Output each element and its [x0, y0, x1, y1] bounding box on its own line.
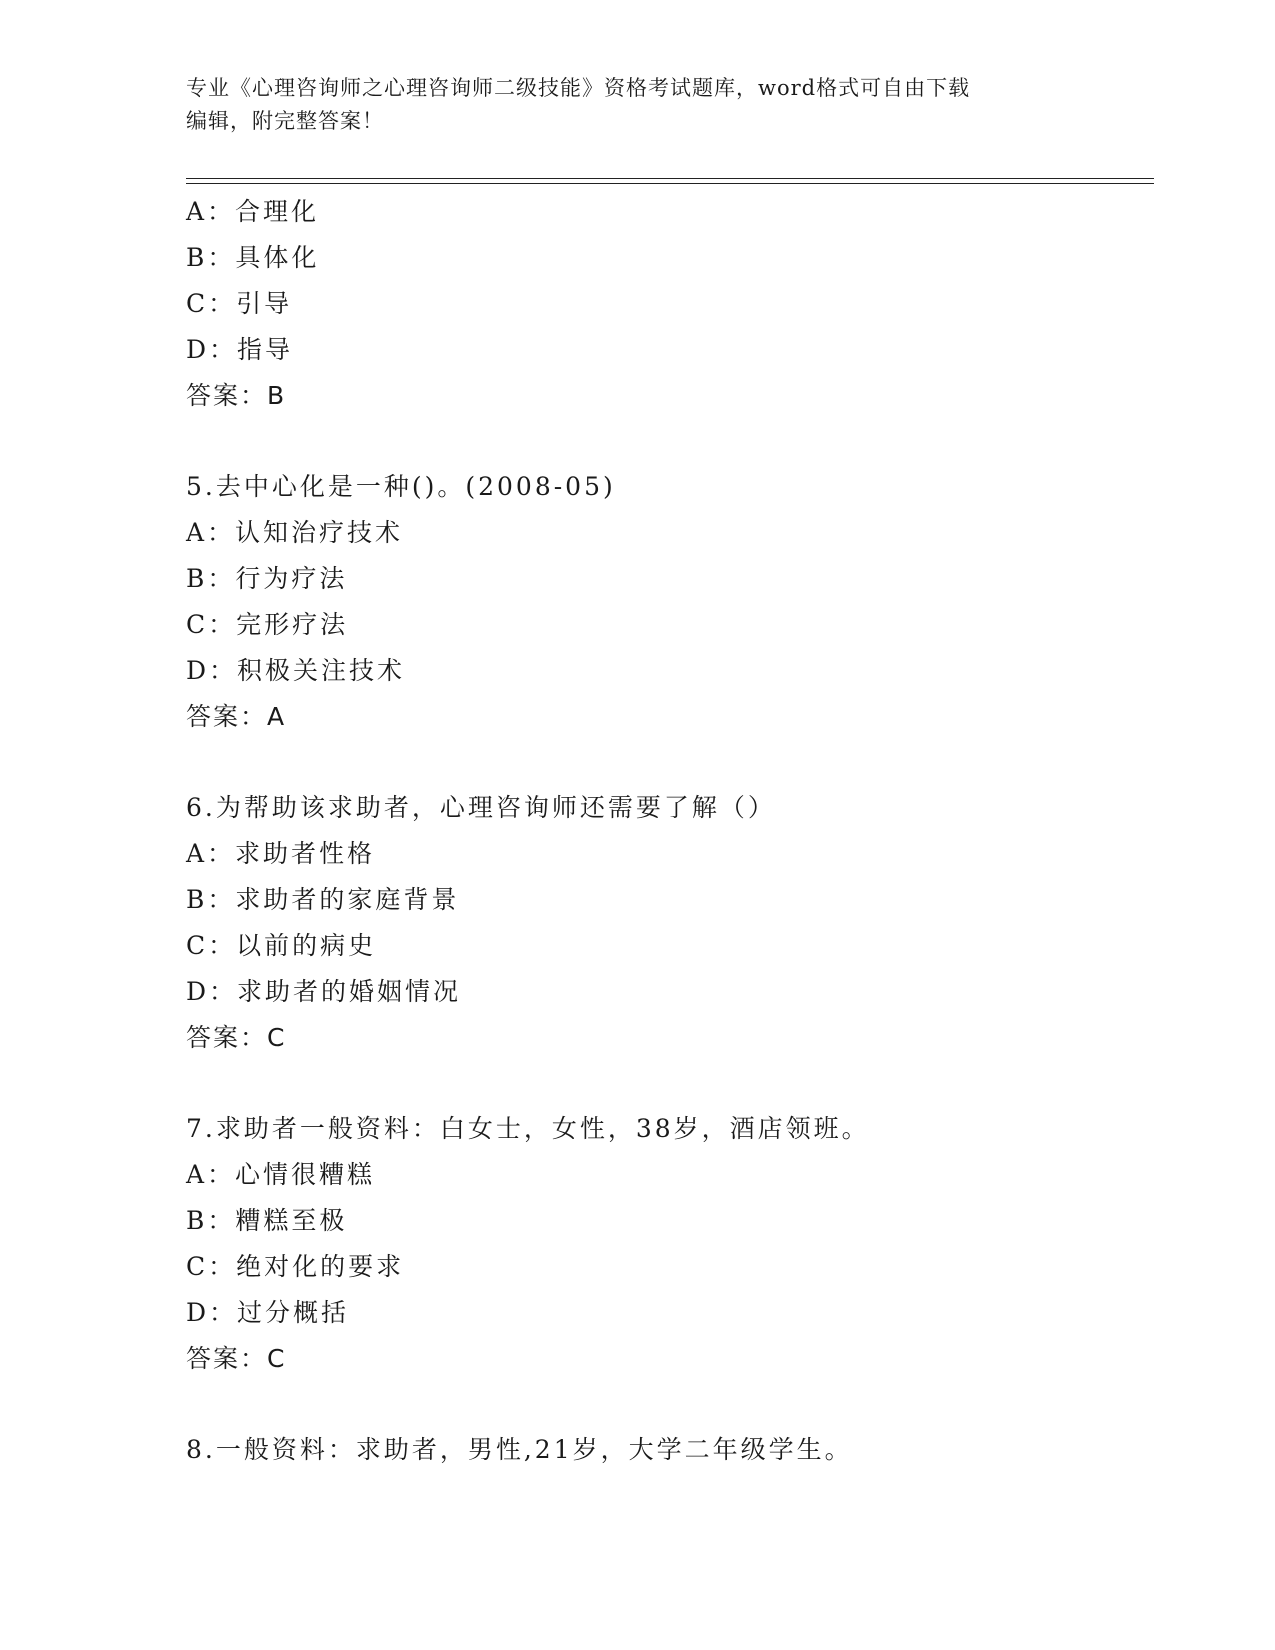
- answer-line: 答案：A: [186, 702, 287, 731]
- option-d: D：求助者的婚姻情况: [186, 977, 462, 1006]
- option-c: C：以前的病史: [186, 931, 377, 960]
- option-a: A：合理化: [186, 197, 320, 226]
- answer-line: 答案：B: [186, 381, 287, 410]
- option-b: B：具体化: [186, 243, 320, 272]
- option-d: D：积极关注技术: [186, 656, 406, 685]
- question-text: 6.为帮助该求助者，心理咨询师还需要了解（）: [186, 793, 776, 822]
- option-b: B：行为疗法: [186, 564, 348, 593]
- option-a: A：心情很糟糕: [186, 1160, 376, 1189]
- option-c: C：引导: [186, 289, 293, 318]
- option-d: D：过分概括: [186, 1298, 350, 1327]
- question-8: [186, 1427, 1146, 1473]
- question-7: [186, 1106, 1146, 1382]
- spacer: [186, 1061, 1146, 1106]
- question-text: 8.一般资料：求助者，男性,21岁，大学二年级学生。: [186, 1435, 853, 1464]
- header-line-2: 编辑，附完整答案！: [186, 109, 384, 133]
- option-a: A：认知治疗技术: [186, 518, 404, 547]
- option-d: D：指导: [186, 335, 294, 364]
- option-a: A：求助者性格: [186, 839, 376, 868]
- question-list: [186, 189, 1146, 1473]
- spacer: [186, 1382, 1146, 1427]
- option-b: B：糟糕至极: [186, 1206, 348, 1235]
- question-6: [186, 785, 1146, 1061]
- header-rule-bottom: [186, 183, 1154, 184]
- spacer: [186, 740, 1146, 785]
- document-header: [186, 72, 1086, 138]
- option-c: C：完形疗法: [186, 610, 349, 639]
- question-4: [186, 189, 1146, 419]
- question-text: 5.去中心化是一种()。(2008-05): [186, 472, 616, 501]
- answer-line: 答案：C: [186, 1344, 287, 1373]
- question-text: 7.求助者一般资料：白女士，女性，38岁，酒店领班。: [186, 1114, 870, 1143]
- spacer: [186, 419, 1146, 464]
- option-c: C：绝对化的要求: [186, 1252, 405, 1281]
- option-b: B：求助者的家庭背景: [186, 885, 460, 914]
- answer-line: 答案：C: [186, 1023, 287, 1052]
- header-rule-top: [186, 178, 1154, 179]
- question-5: [186, 464, 1146, 740]
- header-line-1: 专业《心理咨询师之心理咨询师二级技能》资格考试题库，word格式可自由下载: [186, 76, 971, 100]
